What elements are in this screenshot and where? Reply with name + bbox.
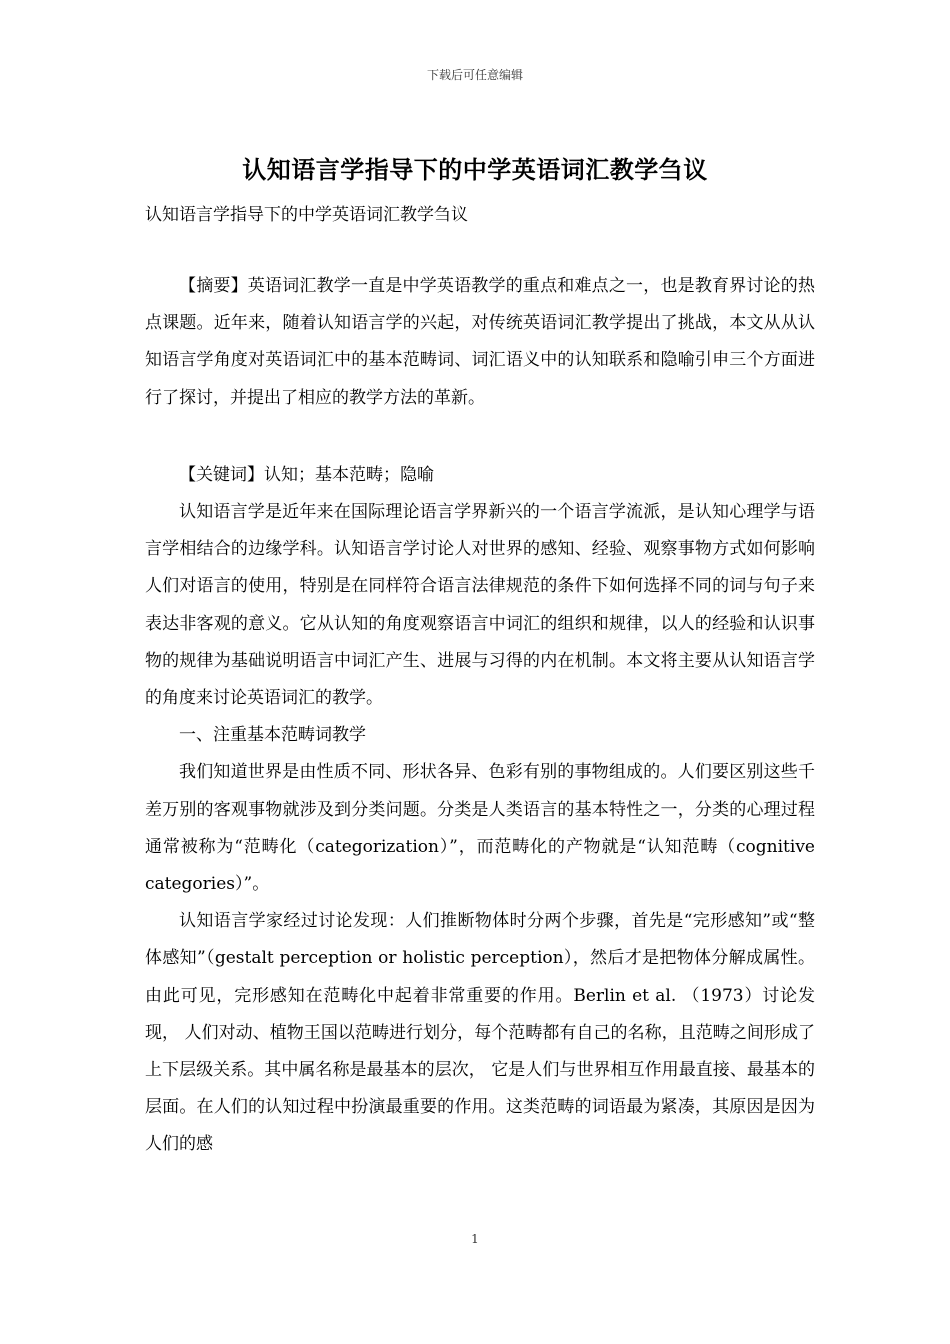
abstract-paragraph: 【摘要】英语词汇教学一直是中学英语教学的重点和难点之一，也是教育界讨论的热点课题。近年来，随着认知语言学的兴起，对传统英语词汇教学提出了挑战，本文从从认知语言学角度对英语词汇中的基本范畴词、词汇语义中的认知联系和隐喻引申三个方面进行了探讨，并提出了相应的教学方法的革新。 [145, 276, 815, 408]
body-paragraph: 认知语言学家经过讨论发现：人们推断物体时分两个步骤，首先是“完形感知”或“整体感知”（gestalt perception or holistic perception），然后才是把物体分解成属性。由此可见，完形感知在范畴化中起着非常重要的作用。Berlin et al. （1973）讨论发现， 人们对动、植物王国以范畴进行划分，每个范畴都有自己的名称，且范畴之间形成了上下层级关系。其中属名称是最基本的层次， 它是人们与世界相互作用最直接、最基本的层面。在人们的认知过程中扮演最重要的作用。这类范畴的词语最为紧凑，其原因是因为人们的感 [145, 911, 815, 1155]
document-body [145, 268, 815, 1164]
keywords-paragraph: 【关键词】认知；基本范畴；隐喻 [179, 464, 434, 485]
section-heading: 一、注重基本范畴词教学 [179, 725, 366, 746]
page-number: 1 [471, 1232, 479, 1246]
document-title: 认知语言学指导下的中学英语词汇教学刍议 [242, 156, 708, 184]
document-subtitle: 认知语言学指导下的中学英语词汇教学刍议 [145, 205, 468, 225]
body-paragraph: 我们知道世界是由性质不同、形状各异、色彩有别的事物组成的。人们要区别这些千差万别的客观事物就涉及到分类问题。分类是人类语言的基本特性之一，分类的心理过程通常被称为“范畴化（categorization）”，而范畴化的产物就是“认知范畴（cognitive categories）”。 [145, 762, 815, 895]
intro-paragraph: 认知语言学是近年来在国际理论语言学界新兴的一个语言学流派，是认知心理学与语言学相结合的边缘学科。认知语言学讨论人对世界的感知、经验、观察事物方式如何影响人们对语言的使用，特别是在同样符合语言法律规范的条件下如何选择不同的词与句子来表达非客观的意义。它从认知的角度观察语言中词汇的组织和规律，以人的经验和认识事物的规律为基础说明语言中词汇产生、进展与习得的内在机制。本文将主要从认知语言学的角度来讨论英语词汇的教学。 [145, 502, 815, 709]
page-header: 下载后可任意编辑 [426, 68, 523, 82]
